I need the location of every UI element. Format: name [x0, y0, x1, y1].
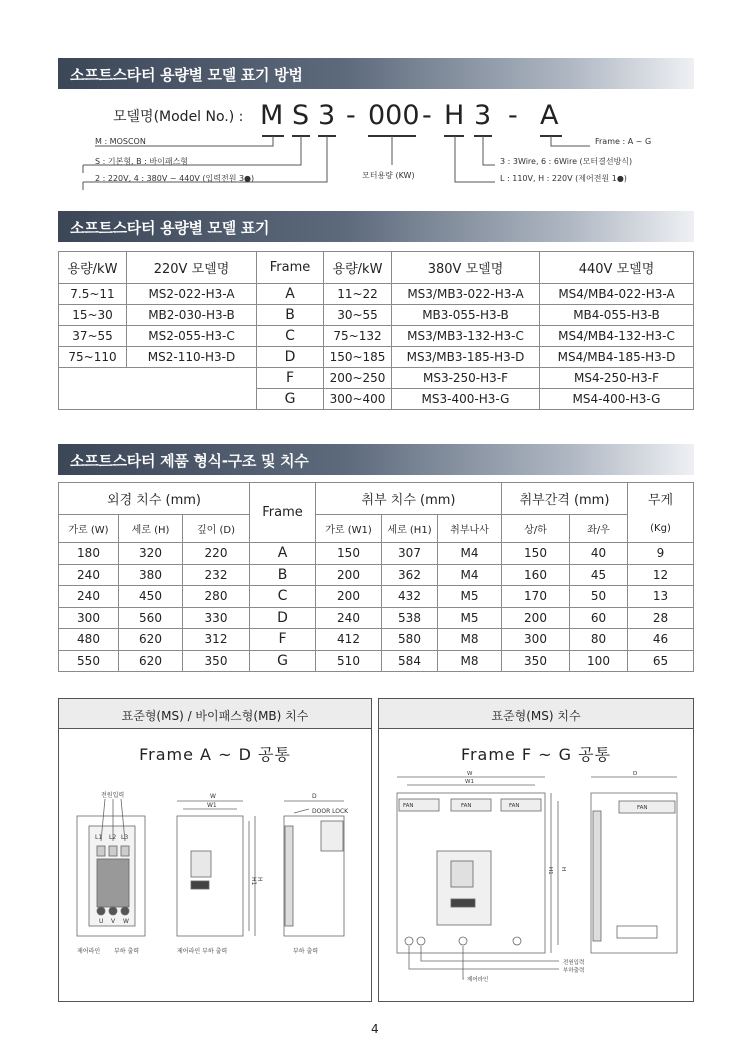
cell: 300~400: [324, 389, 392, 410]
cell: 200: [316, 586, 382, 608]
label-w: W: [210, 793, 216, 800]
cell: MB2-030-H3-B: [127, 305, 257, 326]
cell: 300: [59, 607, 119, 629]
cell: MS2-055-H3-C: [127, 326, 257, 347]
cell: MS3/MB3-185-H3-D: [392, 347, 540, 368]
cell: MS4-400-H3-G: [540, 389, 694, 410]
model-char-a: A: [540, 100, 559, 131]
cell: 65: [628, 650, 694, 672]
section-title-model-table: 소프트스타터 용량별 모델 표기: [58, 211, 694, 242]
cell: 580: [382, 629, 438, 651]
cell: 432: [382, 586, 438, 608]
section-title-model-notation: 소프트스타터 용량별 모델 표기 방법: [58, 58, 694, 89]
cell: MS4/MB4-022-H3-A: [540, 284, 694, 305]
cell: M8: [438, 629, 502, 651]
dim-sub-header-row: [59, 515, 694, 543]
table-row: [59, 629, 694, 651]
table-row: [59, 650, 694, 672]
cell-frame: B: [250, 564, 316, 586]
col-weight: 무게: [628, 483, 694, 515]
sub-left-right: 좌/우: [570, 515, 628, 543]
model-table-header: [59, 252, 694, 284]
label-load-out: 부하 출력: [114, 948, 140, 955]
label-h: H: [560, 867, 566, 872]
model-label: 모델명(Model No.) :: [113, 109, 244, 125]
cell: 510: [316, 650, 382, 672]
cell: 200: [316, 564, 382, 586]
cell: M4: [438, 564, 502, 586]
panel-frame-f-g: [378, 698, 694, 1002]
note-frame: Frame : A ~ G: [595, 137, 652, 146]
sub-w: 가로 (W): [59, 515, 119, 543]
cell: 620: [119, 629, 183, 651]
cell: 538: [382, 607, 438, 629]
cell: 550: [59, 650, 119, 672]
cell-frame: A: [257, 284, 324, 305]
panel-header-left: 표준형(MS) / 바이패스형(MB) 치수: [59, 699, 371, 729]
cell-frame: A: [250, 543, 316, 565]
cell: 150: [502, 543, 570, 565]
group-mount-gap: 취부간격 (mm): [502, 483, 628, 515]
cell: 180: [59, 543, 119, 565]
table-row: [59, 368, 694, 389]
sub-kg: (Kg): [628, 515, 694, 543]
cell-empty: [59, 368, 257, 410]
sub-h: 세로 (H): [119, 515, 183, 543]
cell: M5: [438, 586, 502, 608]
label-d: D: [633, 771, 638, 777]
label-w1: W1: [465, 779, 474, 785]
cell: 240: [316, 607, 382, 629]
label-ctrl-load: 제어라인 부하 출력: [177, 948, 228, 955]
label-fan-side: FAN: [637, 805, 648, 811]
cell: MS3/MB3-022-H3-A: [392, 284, 540, 305]
table-row: [59, 347, 694, 368]
term-l3: L3: [121, 834, 129, 841]
cell: 80: [570, 629, 628, 651]
panel-title-right: Frame F ~ G 공통: [460, 745, 612, 764]
label-load-out-side: 부하 출력: [293, 948, 319, 955]
cell: 50: [570, 586, 628, 608]
label-fan-2: FAN: [461, 803, 472, 809]
cell: 40: [570, 543, 628, 565]
table-row: [59, 284, 694, 305]
label-w: W: [467, 771, 473, 777]
label-h1: H1: [547, 867, 553, 875]
cell: 350: [502, 650, 570, 672]
cell: M4: [438, 543, 502, 565]
note-type: S : 기본형, B : 바이패스형: [95, 157, 189, 166]
cell: 75~110: [59, 347, 127, 368]
panel-header-right: 표준형(MS) 치수: [379, 699, 693, 729]
cell: MS3-250-H3-F: [392, 368, 540, 389]
cell-frame: F: [257, 368, 324, 389]
col-frame: Frame: [257, 252, 324, 284]
label-power-in: 전원입력: [101, 792, 125, 799]
cell: MS2-022-H3-A: [127, 284, 257, 305]
label-w1: W1: [207, 802, 217, 809]
cell: 100: [570, 650, 628, 672]
cell: 200: [502, 607, 570, 629]
cell-frame: G: [257, 389, 324, 410]
cell: 30~55: [324, 305, 392, 326]
label-power-in: 전원입력: [563, 960, 585, 966]
cell: 412: [316, 629, 382, 651]
label-fan-3: FAN: [509, 803, 520, 809]
cell: 480: [59, 629, 119, 651]
cell-frame: F: [250, 629, 316, 651]
model-char-dash1: -: [346, 100, 356, 131]
model-char-3b: 3: [474, 100, 492, 131]
model-char-m: M: [260, 100, 284, 131]
dimension-table: [58, 482, 694, 672]
cell: 75~132: [324, 326, 392, 347]
cell: 232: [183, 564, 250, 586]
table-row: [59, 586, 694, 608]
cell: 12: [628, 564, 694, 586]
sub-h1: 세로 (H1): [382, 515, 438, 543]
cell: 15~30: [59, 305, 127, 326]
cell: 240: [59, 564, 119, 586]
note-m-moscon: M : MOSCON: [95, 137, 146, 146]
cell: M5: [438, 607, 502, 629]
cell: 220: [183, 543, 250, 565]
sub-top-bottom: 상/하: [502, 515, 570, 543]
col-capacity-220: 용량/kW: [59, 252, 127, 284]
cell: 307: [382, 543, 438, 565]
sub-d: 깊이 (D): [183, 515, 250, 543]
col-model-220: 220V 모델명: [127, 252, 257, 284]
drawing-frame-a-d: [59, 771, 371, 1001]
model-char-h: H: [444, 100, 465, 131]
section-title-dimensions: 소프트스타터 제품 형식-구조 및 치수: [58, 444, 694, 475]
model-char-000: 000: [368, 100, 420, 131]
group-mount-dims: 취부 치수 (mm): [316, 483, 502, 515]
label-door-lock: DOOR LOCK: [312, 808, 349, 815]
cell: MS3-400-H3-G: [392, 389, 540, 410]
note-input-power: 2 : 220V, 4 : 380V ~ 440V (입력전원 3●): [95, 174, 255, 183]
page-number: 4: [371, 1022, 379, 1036]
dim-header-row: [59, 483, 694, 515]
cell: 60: [570, 607, 628, 629]
term-l1: L1: [95, 834, 103, 841]
cell: 46: [628, 629, 694, 651]
cell: 620: [119, 650, 183, 672]
note-control-power: L : 110V, H : 220V (제어전원 1●): [500, 174, 627, 183]
label-h: H: [256, 877, 263, 882]
cell: 11~22: [324, 284, 392, 305]
panel-title-left: Frame A ~ D 공통: [139, 745, 291, 764]
cell: MS3/MB3-132-H3-C: [392, 326, 540, 347]
model-table: [58, 251, 694, 410]
table-row: [59, 305, 694, 326]
cell: 45: [570, 564, 628, 586]
cell-frame: C: [257, 326, 324, 347]
cell: 380: [119, 564, 183, 586]
term-u: U: [99, 918, 104, 925]
cell: 170: [502, 586, 570, 608]
cell: 13: [628, 586, 694, 608]
label-fan-1: FAN: [403, 803, 414, 809]
cell: 150~185: [324, 347, 392, 368]
cell: 7.5~11: [59, 284, 127, 305]
model-char-s: S: [292, 100, 310, 131]
label-h1: H1: [250, 877, 257, 886]
cell-frame: B: [257, 305, 324, 326]
col-model-440: 440V 모델명: [540, 252, 694, 284]
cell: 28: [628, 607, 694, 629]
table-row: [59, 564, 694, 586]
label-d: D: [312, 793, 317, 800]
model-char-dash3: -: [508, 100, 518, 131]
cell: MB3-055-H3-B: [392, 305, 540, 326]
term-v: V: [111, 918, 116, 925]
note-wiring: 3 : 3Wire, 6 : 6Wire (모터결선방식): [500, 157, 633, 166]
cell: 312: [183, 629, 250, 651]
col-frame: Frame: [250, 483, 316, 543]
table-row: [59, 543, 694, 565]
cell: 350: [183, 650, 250, 672]
cell-frame: D: [250, 607, 316, 629]
col-capacity-380: 용량/kW: [324, 252, 392, 284]
cell-frame: D: [257, 347, 324, 368]
cell: MB4-055-H3-B: [540, 305, 694, 326]
cell: MS4-250-H3-F: [540, 368, 694, 389]
cell: 9: [628, 543, 694, 565]
col-model-380: 380V 모델명: [392, 252, 540, 284]
cell: 362: [382, 564, 438, 586]
note-motor-capacity: 모터용량 (KW): [362, 171, 415, 180]
sub-screw: 취부나사: [438, 515, 502, 543]
cell: 160: [502, 564, 570, 586]
cell: MS2-110-H3-D: [127, 347, 257, 368]
cell: 200~250: [324, 368, 392, 389]
label-load-out: 부하출력: [563, 968, 585, 974]
cell: 560: [119, 607, 183, 629]
cell: 320: [119, 543, 183, 565]
model-char-dash2: -: [422, 100, 432, 131]
cell: 330: [183, 607, 250, 629]
cell: 450: [119, 586, 183, 608]
label-ctrl-line: 제어라인: [77, 948, 101, 955]
cell: 280: [183, 586, 250, 608]
term-l2: L2: [109, 834, 117, 841]
table-row: [59, 326, 694, 347]
cell: MS4/MB4-185-H3-D: [540, 347, 694, 368]
term-w: W: [123, 918, 129, 925]
sub-w1: 가로 (W1): [316, 515, 382, 543]
cell: 37~55: [59, 326, 127, 347]
cell: M8: [438, 650, 502, 672]
cell: 584: [382, 650, 438, 672]
cell-frame: G: [250, 650, 316, 672]
cell: 240: [59, 586, 119, 608]
model-char-3: 3: [318, 100, 336, 131]
cell-frame: C: [250, 586, 316, 608]
panel-frame-a-d: [58, 698, 372, 1002]
drawing-frame-f-g: [379, 771, 693, 1001]
group-outer-dims: 외경 치수 (mm): [59, 483, 250, 515]
cell: 300: [502, 629, 570, 651]
table-row: [59, 607, 694, 629]
label-ctrl-line: 제어라인: [467, 977, 489, 983]
cell: 150: [316, 543, 382, 565]
cell: MS4/MB4-132-H3-C: [540, 326, 694, 347]
